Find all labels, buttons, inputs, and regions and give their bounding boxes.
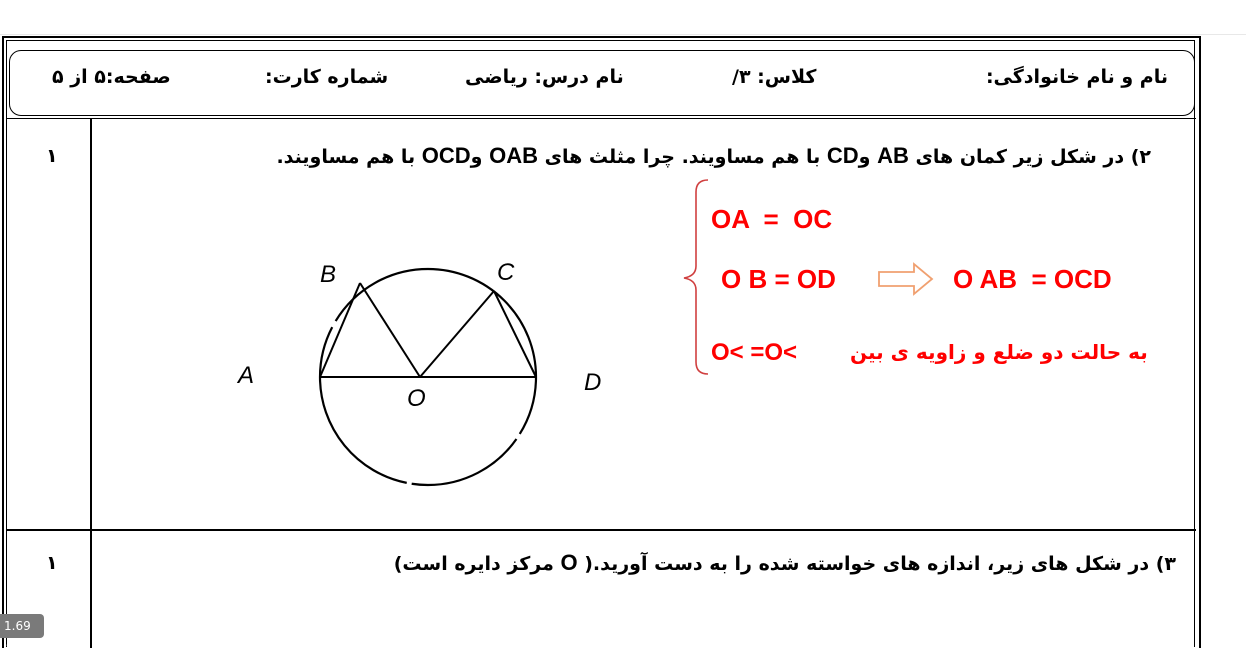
q3-suffix: مرکز دایره است)	[393, 553, 561, 575]
q2-cd: CD	[826, 143, 859, 168]
label-b: B	[320, 261, 337, 288]
segment-cd	[494, 291, 536, 377]
segment-bo	[360, 283, 420, 377]
segment-ab	[320, 283, 360, 377]
q2-suffix: با هم مساویند.	[276, 146, 422, 168]
answer-brace	[684, 180, 708, 374]
header-card: شماره کارت:	[265, 66, 389, 88]
q2-ab: AB	[877, 143, 909, 168]
q3-score: ۱	[46, 552, 58, 574]
q2-oab: OAB	[489, 143, 538, 168]
q3-o: O	[560, 550, 578, 575]
q3-prefix: ۳) در شکل های زیر، اندازه های خواسته شده را به دست آورید.(	[577, 553, 1176, 575]
q2-mid1: و	[858, 146, 878, 168]
q2-score: ۱	[46, 145, 58, 167]
segment-oc	[420, 291, 494, 377]
q2-mid3: و	[470, 146, 490, 168]
q2-ocd: OCD	[421, 143, 471, 168]
label-d: D	[584, 369, 602, 396]
zoom-badge: 1.69 in	[0, 614, 44, 638]
q2-prefix: ۲) در شکل زیر کمان های	[908, 146, 1151, 168]
header-course: نام درس: ریاضی	[465, 66, 624, 88]
label-c: C	[497, 259, 515, 286]
answer-line2: O B = OD	[721, 264, 836, 294]
implies-arrow-icon	[879, 264, 932, 294]
q2-mid2: با هم مساویند. چرا مثلث های	[537, 146, 827, 168]
header-name: نام و نام خانوادگی:	[985, 66, 1168, 88]
header-class: کلاس: ۳/	[732, 66, 817, 88]
q3-text	[394, 550, 1176, 576]
answer-line3: O< =O<	[711, 339, 798, 366]
header-page: صفحه:۵ از ۵	[52, 66, 171, 88]
answer-line1: OA = OC	[711, 204, 833, 234]
label-a: A	[238, 362, 255, 389]
answer-line2-result: O AB = OCD	[953, 264, 1112, 294]
answer-line3-text: به حالت دو ضلع و زاویه ی بین	[850, 340, 1148, 364]
label-o: O	[407, 385, 426, 412]
